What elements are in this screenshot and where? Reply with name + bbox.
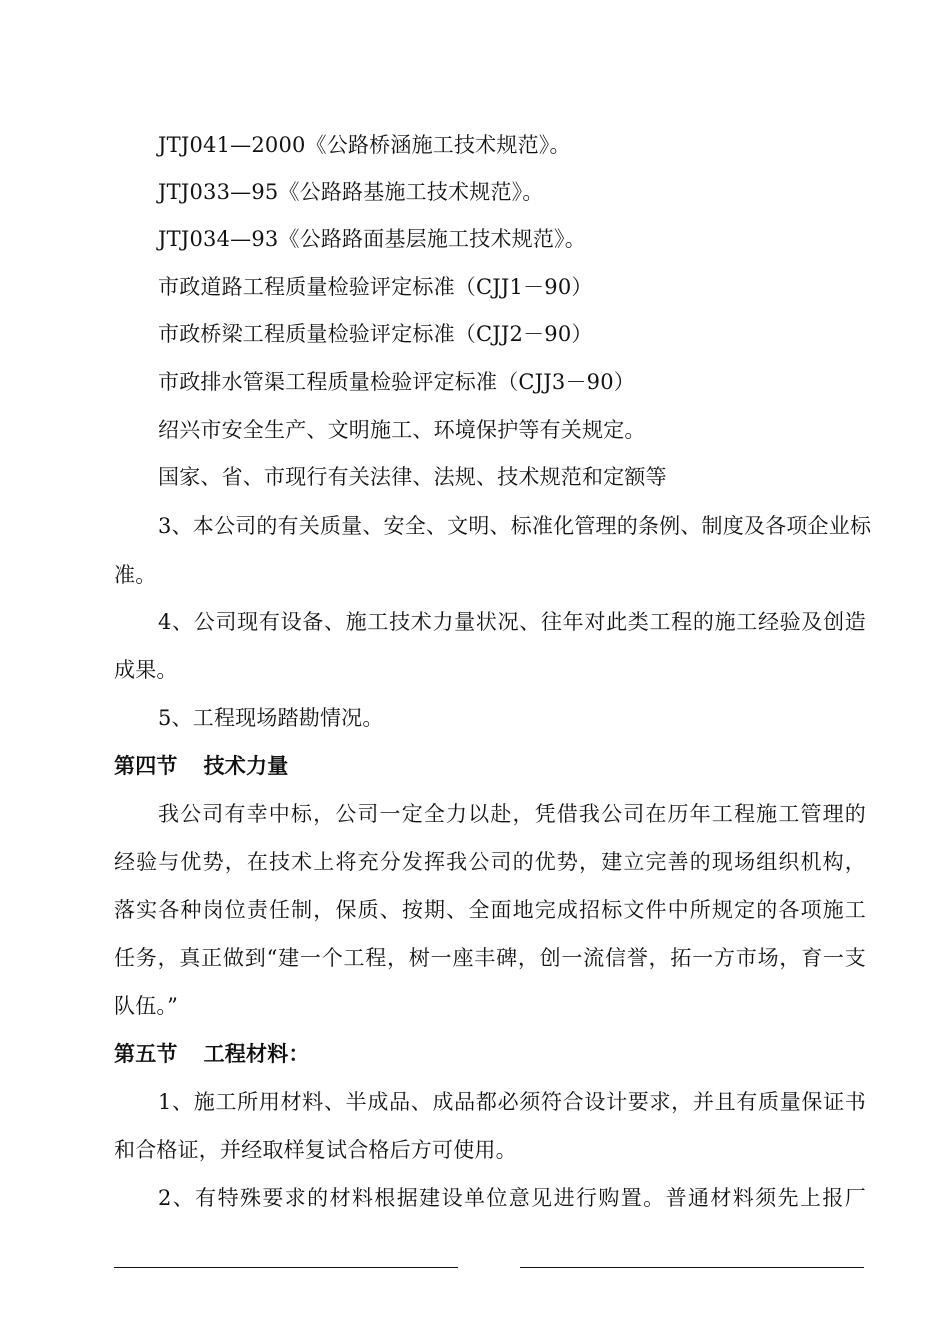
- standard-item: 绍兴市安全生产、文明施工、环境保护等有关规定。: [158, 418, 646, 442]
- material-item-1-line-2: 和合格证，并经取样复试合格后方可使用。: [114, 1138, 517, 1162]
- section-4-paragraph-line: 落实各种岗位责任制，保质、按期、全面地完成招标文件中所规定的各项施工: [114, 898, 866, 922]
- standard-item: 市政排水管渠工程质量检验评定标准（CJJ3－90）: [158, 370, 635, 394]
- section-4-number: 第四节: [114, 754, 178, 778]
- section-4-paragraph-line: 我公司有幸中标，公司一定全力以赴，凭借我公司在历年工程施工管理的: [158, 802, 866, 826]
- standard-item: JTJ034—93《公路路面基层施工技术规范》。: [158, 227, 586, 251]
- section-5-title: 工程材料：: [203, 1042, 310, 1066]
- section-5-heading: [114, 1040, 866, 1068]
- footer-rule-right: [520, 1267, 864, 1268]
- footer-rule-left: [114, 1267, 458, 1268]
- basis-item-4-line-2: 成果。: [114, 658, 178, 682]
- standard-item: JTJ033—95《公路路基施工技术规范》。: [158, 180, 544, 204]
- basis-item-3-line-2: 准。: [114, 563, 157, 587]
- section-4-paragraph-line: 经验与优势，在技术上将充分发挥我公司的优势，建立完善的现场组织机构，: [114, 850, 866, 874]
- standard-item: 国家、省、市现行有关法律、法规、技术规范和定额等: [158, 465, 667, 489]
- section-4-heading: [114, 752, 866, 780]
- standard-item: 市政道路工程质量检验评定标准（CJJ1－90）: [158, 275, 593, 299]
- material-item-1-line-1: 1、施工所用材料、半成品、成品都必须符合设计要求，并且有质量保证书: [158, 1090, 866, 1114]
- section-4-title: 技术力量: [203, 754, 289, 778]
- standard-item: 市政桥梁工程质量检验评定标准（CJJ2－90）: [158, 322, 593, 346]
- material-item-2-line-1: 2、有特殊要求的材料根据建设单位意见进行购置。普通材料须先上报厂: [158, 1186, 866, 1210]
- basis-item-3-line-1: 3、本公司的有关质量、安全、文明、标准化管理的条例、制度及各项企业标: [158, 514, 872, 538]
- section-4-paragraph-line: 队伍。”: [114, 994, 179, 1018]
- basis-item-5: 5、工程现场踏勘情况。: [158, 706, 384, 730]
- basis-item-4-line-1: 4、公司现有设备、施工技术力量状况、往年对此类工程的施工经验及创造: [158, 610, 866, 634]
- section-5-number: 第五节: [114, 1042, 178, 1066]
- section-4-paragraph-line: 任务，真正做到“建一个工程，树一座丰碑，创一流信誉，拓一方市场，育一支: [114, 946, 866, 970]
- standard-item: JTJ041—2000《公路桥涵施工技术规范》。: [158, 133, 571, 157]
